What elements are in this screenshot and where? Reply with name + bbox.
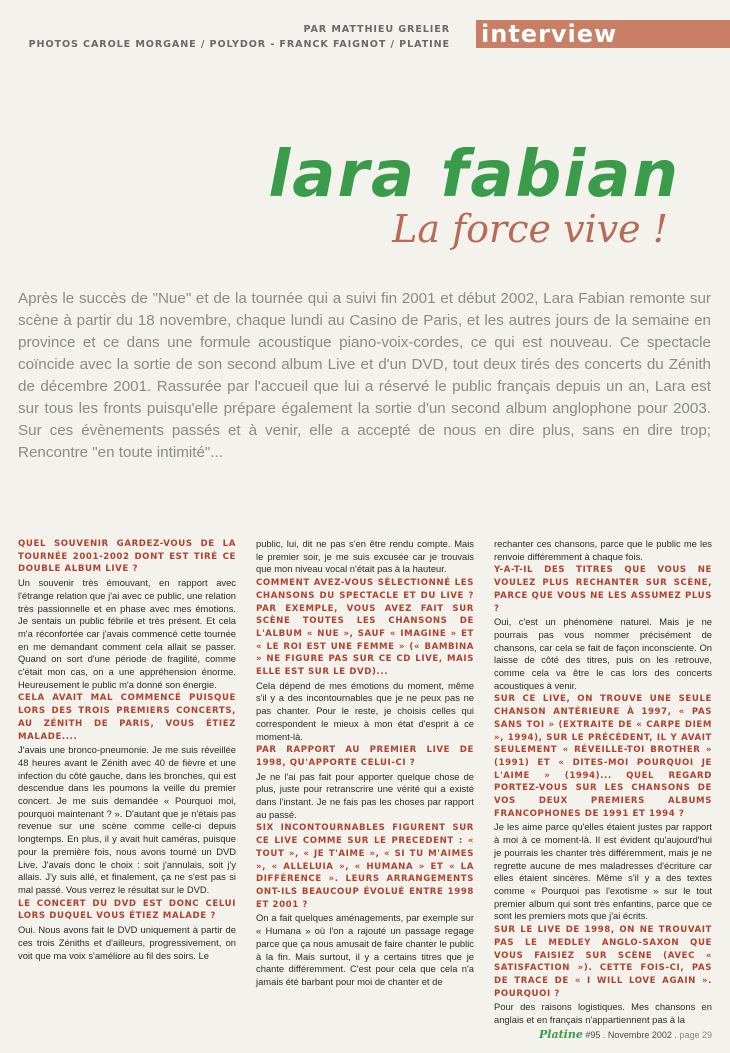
magazine-brand: Platine <box>539 1028 583 1041</box>
question: COMMENT AVEZ-VOUS SÉLECTIONNÉ LES CHANSONS DU SPECTACLE ET DU LIVE ? PAR EXEMPLE, VOUS AVEZ FAIT SUR SCÈNE TOUTES LES CHANSONS DE L'ALBUM « NUE », SAUF « IMAGINE » ET « LE ROI EST UNE FEMME » (« BAMBINA » NE FIGURE PAS SUR CE CD LIVE, MAIS ELLE EST SUR LE DVD)... <box>256 578 474 678</box>
page-number: page 29 <box>679 1030 712 1040</box>
answer: Un souvenir très émouvant, en rapport avec l'étrange relation que j'ai avec ce public, une relation très passionnelle et en phase avec mes émotions. Je sentais un public fébrile et très présent. Et cela m'a réconfortée car j'avais commencé cette tournée en me demandant comment cela allait se passer. Quand on sort d'une période de fragilité, comme c'était mon cas, on a une appréhension énorme. Heureusement le public m'a donné son énergie. <box>18 577 236 690</box>
answer: J'avais une bronco-pneumonie. Je me suis réveillée 48 heures avant le Zénith avec 40 de fièvre et une infection du côté gauche, dans les bronches, qui est descendue dans les poumons la veille du premier concert. Je me suis demandée « Pourquoi moi, pourquoi maintenant ? ». D'autant que je n'étais pas revenue sur une scène comme celle-ci depuis longtemps. En plus, il y avait huit caméras, puisque pour la première fois, nous avons tourné un DVD Live. J'avais donc le choix : soit j'annulais, soit j'y allais. J'y suis allé, et finalement, ça ne s'est pas si mal passé. Vous verrez le résultat sur le DVD. <box>18 744 236 895</box>
question: QUEL SOUVENIR GARDEZ-VOUS DE LA TOURNÉE 2001-2002 DONT EST TIRÉ CE DOUBLE ALBUM LIVE ? <box>18 539 236 575</box>
question: SIX INCONTOURNABLES FIGURENT SUR CE LIVE COMME SUR LE PRECEDENT : « TOUT », « JE T'AIME », « SI TU M'AIMES », « ALLELUIA », « HUMANA » ET « LA DIFFÉRENCE ». LEURS ARRANGEMENTS ONT-ILS BEAUCOUP ÉVOLUÉ ENTRE 1998 ET 2001 ? <box>256 823 474 910</box>
answer: On a fait quelques aménagements, par exemple sur « Humana » où l'on a rajouté un passage regage parce que ça nous amusait de faire chanter le public à la fin. Mais surtout, il y a certains titres que je chante différemment. C'est pour cela que cela n'a jamais été barbant pour moi de chanter et de <box>256 912 474 987</box>
article-title: lara fabian <box>268 138 680 212</box>
answer: Je les aime parce qu'elles étaient justes par rapport à moi à ce moment-là. Il est évident qu'aujourd'hui je pourrais les chanter très différemment, mais je ne regrette aucune de mes maladresses d'écriture car elles étaient sincères. Même s'il y a des textes comme « Pourquoi pas l'exotisme » sur le tout premier album qui sont très enfantins, parce que ce sont les premiers mots que j'ai écrits. <box>494 821 712 922</box>
question: CELA AVAIT MAL COMMENCÉ PUISQUE LORS DES TROIS PREMIERS CONCERTS, AU ZÉNITH DE PARIS, VOUS ÉTIEZ MALADE.... <box>18 693 236 742</box>
credits <box>29 22 450 52</box>
question: Y-A-T-IL DES TITRES QUE VOUS NE VOULEZ PLUS RECHANTER SUR SCÈNE, PARCE QUE VOUS NE LES ASSUMEZ PLUS ? <box>494 565 712 614</box>
question: SUR LE LIVE DE 1998, ON NE TROUVAIT PAS LE MEDLEY ANGLO-SAXON QUE VOUS FAISIEZ SUR SCÈNE (AVEC « SATISFACTION »). CETTE FOIS-CI, PAS DE TRACE DE « I WILL LOVE AGAIN ». POURQUOI ? <box>494 925 712 999</box>
column-1 <box>18 538 236 1008</box>
article-columns <box>18 538 712 1026</box>
photo-credit: PHOTOS CAROLE MORGANE / POLYDOR - FRANCK FAIGNOT / PLATINE <box>28 39 450 50</box>
answer: rechanter ces chansons, parce que le public me les renvoie différemment à chaque fois. <box>494 538 712 562</box>
answer: Oui, c'est un phénomène naturel. Mais je ne pourrais pas vous nommer précisément de chansons, car cela se fait de façon inconsciente. On laisse de côté des titres, puis on les retrouve, comme cela va être le cas lors des concerts acoustiques à venir. <box>494 616 712 691</box>
section-label: interview <box>481 20 618 48</box>
article-subtitle: La force vive ! <box>392 207 668 251</box>
answer: public, lui, dit ne pas s'en être rendu compte. Mais le premier soir, je me suis excusée car je trouvais que mon niveau vocal n'était pas à la hauteur. <box>256 538 474 575</box>
column-3 <box>494 538 712 1026</box>
column-2 <box>256 538 474 1008</box>
issue-info: #95 . Novembre 2002 . <box>585 1030 677 1040</box>
author-credit: PAR MATTHIEU GRELIER <box>303 24 450 35</box>
answer: Cela dépend de mes émotions du moment, même s'il y a des incontournables que je ne peux pas ne pas chanter. Pour le reste, je choisis celles qui correspondent le mieux à mon état d'esprit à ce moment-là. <box>256 679 474 742</box>
answer: Oui. Nous avons fait le DVD uniquement à partir de ces trois Zéniths et d'ailleurs, progressivement, on voit que ma voix s'améliore au fil des soirs. Le <box>18 924 236 961</box>
question: PAR RAPPORT AU PREMIER LIVE DE 1998, QU'APPORTE CELUI-CI ? <box>256 745 474 768</box>
question: SUR CE LIVE, ON TROUVE UNE SEULE CHANSON ANTÉRIEURE À 1997, « PAS SANS TOI » (EXTRAITE DE « CARPE DIEM », 1994), SUR LE PRÉCÉDENT, IL Y AVAIT SEULEMENT « RÉVEILLE-TOI BROTHER » (1991) ET « DITES-MOI POURQUOI JE L'AIME » (1994)... QUEL REGARD PORTEZ-VOUS SUR LES CHANSONS DE VOS DEUX PREMIERS ALBUMS FRANCOPHONES DE 1991 ET 1994 ? <box>494 694 712 819</box>
answer: Je ne l'ai pas fait pour apporter quelque chose de plus, juste pour retranscrire une vérité qui a existé dans l'instant. Je ne fais pas les choses par rapport au passé. <box>256 770 474 820</box>
section-tab <box>476 20 730 48</box>
page-footer <box>539 1028 712 1041</box>
question: LE CONCERT DU DVD EST DONC CELUI LORS DUQUEL VOUS ÉTIEZ MALADE ? <box>18 898 236 922</box>
answer: Pour des raisons logistiques. Mes chansons en anglais et en français n'appartiennent pas à la <box>494 1001 712 1026</box>
intro-paragraph: Après le succès de "Nue" et de la tournée qui a suivi fin 2001 et début 2002, Lara Fabian remonte sur scène à partir du 18 novembre, chaque lundi au Casino de Paris, et les autres jours de la semaine en province et ce dans une formule acoustique piano-voix-cordes, ce qui est nouveau. Ce spectacle coïncide avec la sortie de son second album Live et d'un DVD, tout deux tirés des concerts du Zénith de décembre 2001. Rassurée par l'accueil que lui a réservé le public français depuis un an, Lara est sur tous les fronts puisqu'elle prépare également la sortie d'un second album anglophone pour 2003. Sur ces évènements passés et à venir, elle a accepté de nous en dire plus, sans en dire trop; Rencontre "en toute intimité"... <box>18 290 711 461</box>
